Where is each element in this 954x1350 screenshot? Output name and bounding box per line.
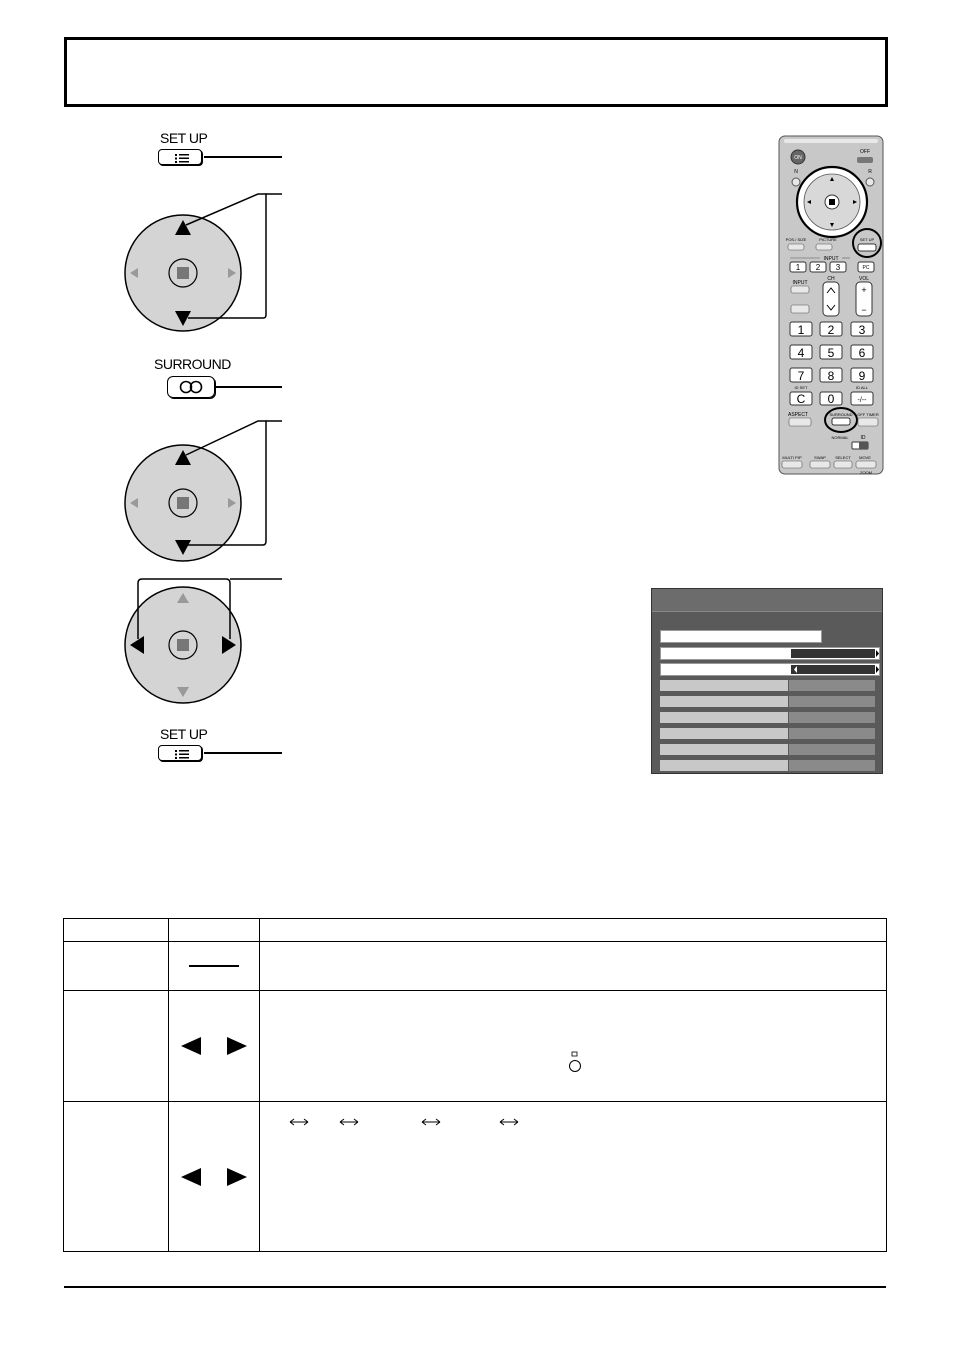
menu-row-disabled [660,696,788,707]
menu-row-disabled [660,712,788,723]
remote-possize-label: POS./ SIZE [785,237,807,242]
leader-line [204,156,282,158]
remote-idall-label: ID ALL [855,385,869,390]
remote-input-label: INPUT [792,280,808,286]
remote-key-6: 6 [858,346,866,360]
remote-input-2: 2 [815,263,821,272]
dpad-updown-2[interactable] [118,417,288,562]
remote-swap-label: SWAP [814,455,826,460]
remote-vol-label: VOL [858,276,870,282]
table-header-cell [169,919,260,942]
remote-input-1: 1 [795,263,801,272]
table-row [64,991,887,1102]
footer-rule [64,1286,886,1288]
id-button-icon [568,1051,582,1075]
remote-key-1: 1 [797,323,805,337]
menu-row-disabled [660,760,788,771]
left-right-arrows-icon [169,1165,259,1189]
right-arrow-icon [875,649,880,658]
table-cell [64,991,169,1102]
table-cell [64,942,169,991]
table-cell [169,991,260,1102]
dpad-leftright[interactable] [118,575,288,710]
setup-button[interactable] [158,745,202,761]
setup-button[interactable] [158,149,202,165]
table-cell [169,1102,260,1252]
table-header-row [64,919,887,942]
table-cell [260,1102,887,1252]
menu-row-disabled [660,680,788,691]
remote-r-label: R [868,169,872,175]
remote-key-c: C [796,392,806,406]
surround-button-label: SURROUND [154,356,231,372]
remote-move-label: MOVE [859,455,871,460]
left-right-arrows-icon [169,1034,259,1058]
menu-row-value [789,696,875,707]
menu-row-header [660,630,822,643]
menu-title-bar [652,589,882,612]
surround-button[interactable] [167,376,215,398]
table-header-cell [260,919,887,942]
remote-input-header: INPUT [823,256,839,262]
settings-table [63,918,887,1252]
dpad-updown-1[interactable] [118,190,288,335]
table-cell [260,942,887,991]
leader-line [204,752,282,754]
menu-row-value [789,712,875,723]
list-icon [159,746,203,762]
remote-key-9: 9 [858,369,866,383]
menu-row-value [789,680,875,691]
table-cell [260,991,887,1102]
remote-key-0: 0 [827,392,835,406]
table-cell [64,1102,169,1252]
remote-vol-plus: + [861,285,867,295]
remote-vol-minus: − [861,305,867,315]
remote-select-label: SELECT [835,455,851,460]
menu-row-value [789,744,875,755]
remote-setup-label: SET UP [859,237,875,242]
dash-line [189,965,239,967]
remote-picture-label: PICTURE [819,237,837,242]
remote-off-label: OFF [860,149,870,155]
remote-input-3: 3 [835,263,841,272]
remote-key-4: 4 [797,346,805,360]
remote-key-8: 8 [827,369,835,383]
remote-key-dash: -/-- [857,397,867,404]
setup-button-label: SET UP [160,726,208,742]
table-row [64,1102,887,1252]
menu-row-value [789,728,875,739]
remote-key-2: 2 [827,323,835,337]
surround-icon [168,377,214,397]
menu-row-option[interactable] [660,663,880,676]
remote-key-5: 5 [827,346,835,360]
remote-control-illustration [778,135,884,475]
remote-ch-label: CH [827,276,835,282]
menu-row-disabled [660,728,788,739]
left-arrow-icon [793,665,798,674]
remote-offtimer-label: OFF TIMER [857,412,879,417]
remote-key-7: 7 [797,369,805,383]
remote-zoom-label: ZOOM [860,470,872,475]
leader-line [215,386,282,388]
remote-pc-label: PC [862,265,870,271]
table-header-cell [64,919,169,942]
cycle-arrows [288,1116,538,1128]
page-title-box [64,37,888,107]
remote-n-label: N [794,169,798,175]
table-row [64,942,887,991]
remote-key-3: 3 [858,323,866,337]
menu-row-value [789,760,875,771]
menu-row-disabled [660,744,788,755]
remote-on-label: ON [794,155,802,161]
menu-row-selected[interactable] [660,647,880,660]
right-arrow-icon [875,665,880,674]
onscreen-menu-panel [651,588,883,774]
remote-surround-label: SURROUND [829,412,853,417]
remote-id-label: ID [860,435,866,441]
remote-multipip-label: MULTI PIP [782,455,802,460]
setup-button-label: SET UP [160,130,208,146]
remote-aspect-label: ASPECT [787,412,809,418]
remote-idset-label: ID SET [794,385,808,390]
table-cell [169,942,260,991]
list-icon [159,150,203,166]
remote-normal-label: NORMAL [831,435,849,440]
